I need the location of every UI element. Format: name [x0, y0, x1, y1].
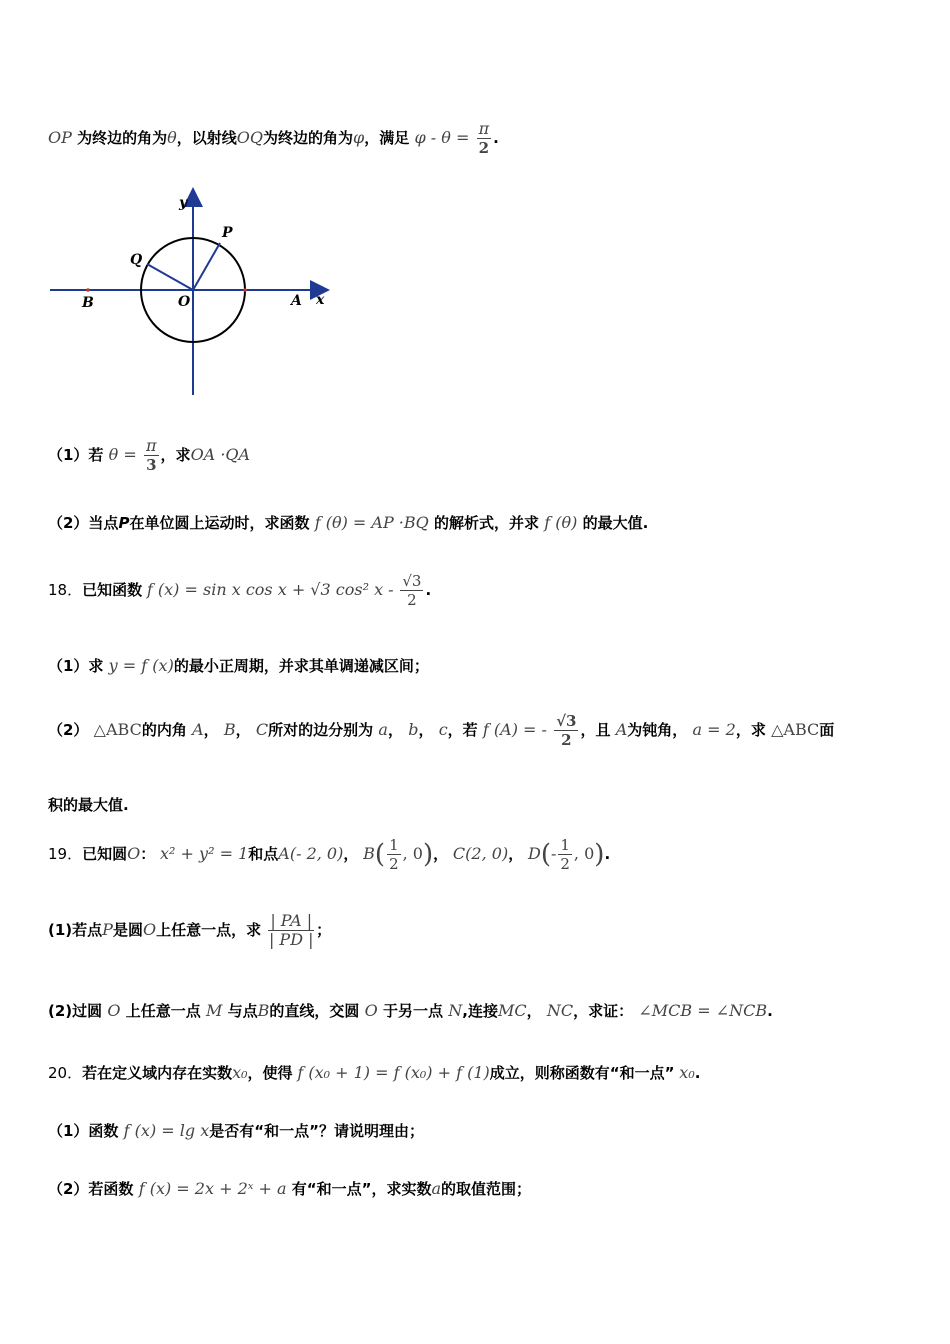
- point-b-dot: [86, 288, 90, 292]
- q19-part1: (1)若点P是圆O上任意一点，求 $\frac{| PA |}{| PD |}$ ；: [48, 911, 332, 949]
- sum-point-equation: f (x₀ + 1) = f (x₀) + f (1): [297, 1063, 490, 1082]
- q20-part2: （2）若函数 f (x) = 2x + 2ˣ + a 有“和一点”，求实数a的取值范围；: [48, 1179, 532, 1198]
- q20-part1: （1）函数 f (x) = lg x是否有“和一点”？请说明理由；: [48, 1121, 424, 1140]
- q19-stem: 19．已知圆O： x² + y² = 1和点A(- 2, 0)， B( $\frac{1}{2}$ , 0)， C(2, 0)， D(- $\frac{1}{2}$ , 0).: [48, 836, 611, 873]
- ray-oq: OQ: [236, 128, 264, 147]
- circle-equation: x² + y² = 1: [160, 844, 249, 863]
- unit-circle-figure: [48, 185, 338, 400]
- point-a: A(- 2, 0): [278, 844, 344, 863]
- q17-part2: （2）当点P在单位圆上运动时，求函数 f (θ) = AP ·BQ 的解析式，并求 f (θ) 的最大值.: [48, 513, 649, 532]
- intro-line: OP 为终边的角为θ，以射线OQ为终边的角为φ，满足 φ - θ = $\frac{\pi}{2}$ .: [48, 119, 499, 157]
- angle-equality: ∠MCB = ∠NCB: [638, 1001, 768, 1020]
- q18-function: f (x) = sin x cos x + √3 cos² x -: [146, 580, 394, 599]
- point-a-dot: [243, 288, 247, 292]
- ray-op-segment: [193, 243, 220, 290]
- label-y: y: [179, 195, 188, 211]
- pi-over-three: $\frac{\pi}{3}$: [146, 436, 157, 474]
- label-o: O: [178, 294, 191, 310]
- q20-stem: 20．若在定义域内存在实数x₀，使得 f (x₀ + 1) = f (x₀) + f (1)成立，则称函数有“和一点” x₀.: [48, 1063, 701, 1082]
- ray-op: OP: [48, 128, 72, 147]
- label-x: x: [316, 292, 325, 308]
- label-a: A: [291, 293, 302, 309]
- pi-over-two: $\frac{\pi}{2}$: [478, 119, 490, 157]
- label-b: B: [82, 295, 94, 311]
- q17-part1: （1）若 θ = $\frac{\pi}{3}$ ，求OA ·QA: [48, 436, 251, 474]
- q18-part1: （1）求 y = f (x)的最小正周期，并求其单调递减区间；: [48, 656, 429, 675]
- point-c: C(2, 0): [452, 844, 509, 863]
- dot-product-oa-qa: OA ·QA: [190, 445, 251, 464]
- q19-part2: (2)过圆 O 上任意一点 M 与点B的直线，交圆 O 于另一点 N,连接MC， NC，求证： ∠MCB = ∠NCB.: [48, 1001, 773, 1020]
- ray-oq-segment: [147, 264, 193, 290]
- label-p: P: [222, 225, 233, 241]
- q18-stem: 18．已知函数 f (x) = sin x cos x + √3 cos² x - $\frac{√3}{2}$ .: [48, 572, 432, 609]
- q18-part2: （2） △ABC的内角 A， B， C所对的边分别为 a， b， c，若 f (A) = - $\frac{√3}{2}$ ，且 A为钝角， a = 2，求 △ABC面: [48, 712, 835, 749]
- pa-over-pd: $\frac{| PA |}{| PD |}$: [268, 911, 314, 949]
- function-f-theta: f (θ) = AP ·BQ: [314, 513, 429, 532]
- root3-over-two: $\frac{√3}{2}$: [402, 572, 422, 609]
- label-q: Q: [130, 252, 143, 268]
- condition-expression: φ - θ =: [414, 128, 470, 147]
- q18-part2-continued: 积的最大值.: [48, 796, 129, 814]
